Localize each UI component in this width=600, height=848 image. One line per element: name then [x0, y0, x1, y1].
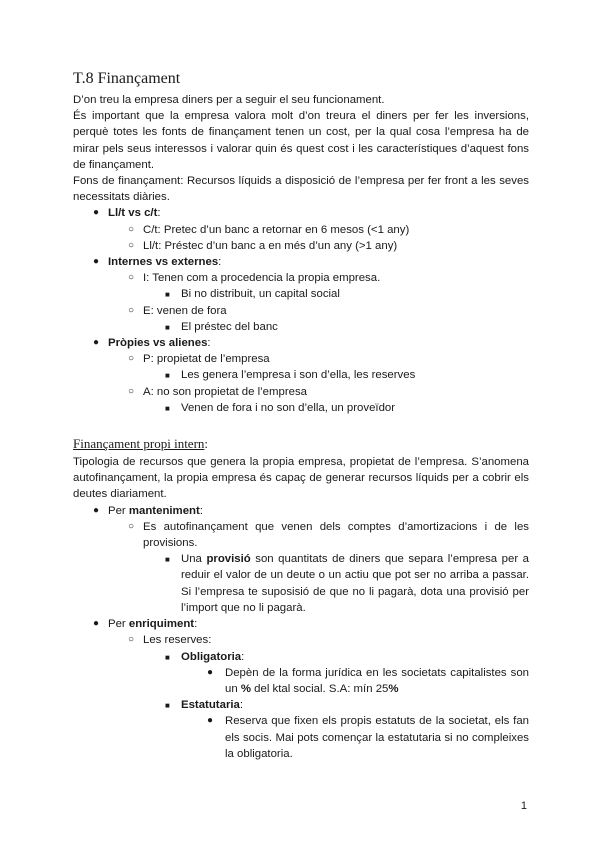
- bullet-icon: ●: [93, 618, 100, 630]
- bullet-icon: ●: [207, 666, 214, 678]
- list-item: ○ Ll/t: Préstec d’un banc a en més d’un any (>1 any): [73, 238, 529, 254]
- list-item: ■ Les genera l’empresa i son d’ella, les reserves: [73, 367, 529, 383]
- list-item: ● Reserva que fixen els propis estatuts de la societat, els fan els socis. Mai pots començar la estatutaria si no compleixes la obligatoria.: [207, 715, 529, 760]
- list-item: ■ Estatutaria:: [73, 697, 529, 713]
- list-item: ■ Obligatoria:: [73, 649, 529, 665]
- page-number: 1: [520, 800, 527, 812]
- circle-bullet-icon: ○: [128, 385, 135, 397]
- list-item: ● Ll/t vs c/t:: [73, 205, 529, 221]
- list-item: ● Per enriquiment:: [73, 616, 529, 632]
- list-item: ● Depèn de la forma jurídica en les societats capitalistes son un % del ktal social. S.A: mín 25%: [207, 666, 529, 695]
- list-item: ○ P: propietat de l’empresa: [73, 351, 529, 367]
- financing-types-list: [73, 205, 529, 416]
- list-item: ○ A: no son propietat de l’empresa: [73, 384, 529, 400]
- list-item: ○ E: venen de fora: [73, 303, 529, 319]
- circle-bullet-icon: ○: [128, 353, 135, 365]
- list-item: ■ Bi no distribuit, un capital social: [73, 286, 529, 302]
- square-bullet-icon: ■: [165, 555, 170, 565]
- list-item: ● Per manteniment:: [73, 503, 529, 519]
- bullet-icon: ●: [93, 207, 100, 219]
- intro-definition: Fons de finançament: Recursos líquids a disposició de l’empresa per fer front a les seves necessitats diàries.: [73, 175, 529, 204]
- square-bullet-icon: ■: [165, 371, 170, 381]
- list-item: ○ I: Tenen com a procedencia la propia empresa.: [73, 270, 529, 286]
- bullet-icon: ●: [93, 337, 100, 349]
- circle-bullet-icon: ○: [128, 239, 135, 251]
- list-item: ○ Les reserves:: [73, 632, 529, 648]
- circle-bullet-icon: ○: [128, 223, 135, 235]
- bullet-icon: ●: [93, 256, 100, 268]
- circle-bullet-icon: ○: [128, 272, 135, 284]
- section-title: Finançament propi intern: [73, 436, 205, 452]
- square-bullet-icon: ■: [165, 701, 170, 711]
- bullet-icon: ●: [93, 504, 100, 516]
- square-bullet-icon: ■: [165, 322, 170, 332]
- document-page: [73, 70, 529, 762]
- circle-bullet-icon: ○: [128, 634, 135, 646]
- list-item: ● Pròpies vs alienes:: [73, 335, 529, 351]
- list-item: ● Internes vs externes:: [73, 254, 529, 270]
- list-item: ○ C/t: Pretec d’un banc a retornar en 6 mesos (<1 any): [73, 222, 529, 238]
- intro-paragraph: És important que la empresa valora molt d’on treura el diners per fer les inversions, perquè totes les fonts de finançament tenen un cost, per la qual cosa l’empresa ha de mirar pels seus interessos i valorar quin és quest cost i les característiques d’aquest fons de finançament.: [73, 110, 529, 171]
- section-heading: Finançament propi intern:: [73, 436, 209, 452]
- list-item: ■ Venen de fora i no son d’ella, un proveïdor: [73, 400, 529, 416]
- internal-financing-list: [73, 503, 529, 762]
- bullet-icon: ●: [207, 715, 214, 727]
- intro-line-1: D’on treu la empresa diners per a seguir el seu funcionament.: [73, 94, 385, 106]
- list-item: ■ Una provisió son quantitats de diners que separa l’empresa per a reduir el valor de un deute o un actiu que pot ser no arriba a passar. Si l’empresa te suposisió de que no li pagarà, dota una provisió per l’import que no li pagarà.: [165, 553, 529, 614]
- circle-bullet-icon: ○: [128, 304, 135, 316]
- page-title: T.8 Finançament: [73, 70, 181, 87]
- circle-bullet-icon: ○: [128, 520, 135, 532]
- square-bullet-icon: ■: [165, 290, 170, 300]
- square-bullet-icon: ■: [165, 403, 170, 413]
- list-item: ■ El préstec del banc: [73, 319, 529, 335]
- list-item: ○ Es autofinançament que venen dels comptes d’amortizacions i de les provisions.: [128, 520, 529, 550]
- section-intro: Tipologia de recursos que genera la propia empresa, propietat de l’empresa. S’anomena autofinançament, la propia empresa és capaç de generar recursos líquids per a cobrir els deutes diariament.: [73, 456, 529, 501]
- square-bullet-icon: ■: [165, 652, 170, 662]
